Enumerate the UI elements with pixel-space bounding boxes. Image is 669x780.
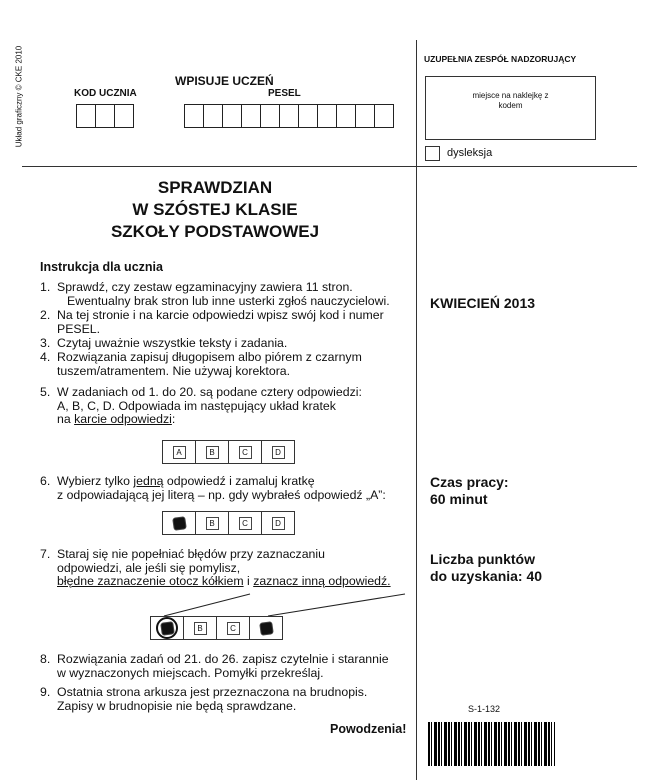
time-value: 60 minut <box>430 491 488 507</box>
letter-box-c: C <box>227 622 240 635</box>
instr-item: 6. Wybierz tylko jedną odpowiedź i zamaluj kratkę z odpowiadającą jej literą – np. gdy wybrałeś odpowiedź „A”: <box>40 474 386 502</box>
letter-box-c: C <box>239 517 252 530</box>
instr-item: 7. Staraj się nie popełniać błędów przy zaznaczaniu odpowiedzi, ale jeśli się pomylisz, błędne zaznaczenie otocz kółkiem i zaznacz inną odpowiedź. <box>40 547 391 588</box>
letter-box-d: D <box>272 517 285 530</box>
letter-box-c: C <box>239 446 252 459</box>
title-line-1: SPRAWDZIAN <box>157 178 273 197</box>
kod-ucznia-label: KOD UCZNIA <box>74 88 137 99</box>
letter-box-b: B <box>206 517 219 530</box>
header-divider <box>22 166 637 167</box>
barcode-image <box>428 722 555 766</box>
powodzenia-label: Powodzenia! <box>330 722 407 736</box>
kod-ucznia-boxes[interactable] <box>76 104 133 128</box>
pesel-box[interactable] <box>260 104 280 128</box>
filled-mark-icon <box>259 621 274 636</box>
instr-item: 2. Na tej stronie i na karcie odpowiedzi wpisz swój kod i numer PESEL. <box>40 308 384 336</box>
copyright-label: Układ graficzny © CKE 2010 <box>14 45 24 148</box>
instr-item: 1. Sprawdź, czy zestaw egzaminacyjny zawiera 11 stron. Ewentualny brak stron lub inne usterki zgłoś nauczycielowi. <box>40 280 390 308</box>
instr-item: 5. W zadaniach od 1. do 20. są podane cztery odpowiedzi: A, B, C, D. Odpowiada im następujący układ kratek na karcie odpowiedzi: <box>40 385 362 426</box>
pesel-box[interactable] <box>222 104 242 128</box>
instr-item: 4. Rozwiązania zapisuj długopisem albo piórem z czarnym tuszem/atramentem. Nie używaj korektora. <box>40 350 362 378</box>
letter-box-a: A <box>173 446 186 459</box>
pesel-box[interactable] <box>298 104 318 128</box>
pesel-label: PESEL <box>268 88 301 99</box>
instr-item: 8. Rozwiązania zadań od 21. do 26. zapisz czytelnie i starannie w wyznaczonych miejscach. Pomyłki przekreślaj. <box>40 652 389 680</box>
column-divider <box>416 40 417 780</box>
letter-box-b: B <box>206 446 219 459</box>
dysleksja-label: dysleksja <box>447 147 493 159</box>
pesel-box[interactable] <box>184 104 204 128</box>
wpisuje-uczen-label: WPISUJE UCZEŃ <box>175 74 274 88</box>
pesel-box[interactable] <box>203 104 223 128</box>
title-line-3: SZKOŁY PODSTAWOWEJ <box>110 222 320 241</box>
dysleksja-checkbox[interactable] <box>425 146 440 161</box>
pesel-box[interactable] <box>279 104 299 128</box>
sticker-area <box>425 76 596 140</box>
kod-box[interactable] <box>76 104 96 128</box>
pesel-box[interactable] <box>336 104 356 128</box>
instr-item: 9. Ostatnia strona arkusza jest przeznaczona na brudnopis. Zapisy w brudnopisie nie będą sprawdzane. <box>40 685 368 713</box>
sheet-code: S-1-132 <box>468 704 501 714</box>
filled-mark-icon <box>172 516 187 531</box>
pesel-box[interactable] <box>317 104 337 128</box>
answer-grid-corrected <box>150 616 283 640</box>
time-label: Czas pracy: <box>430 474 509 490</box>
zespol-label: UZUPEŁNIA ZESPÓŁ NADZORUJĄCY <box>424 54 577 64</box>
kod-box[interactable] <box>114 104 134 128</box>
answer-grid-filled <box>162 511 295 535</box>
instr-heading: Instrukcja dla ucznia <box>40 260 163 274</box>
letter-box-b: B <box>194 622 207 635</box>
kod-box[interactable] <box>95 104 115 128</box>
pesel-box[interactable] <box>241 104 261 128</box>
points-label: Liczba punktów <box>430 551 535 567</box>
pesel-box[interactable] <box>355 104 375 128</box>
answer-grid-example <box>162 440 295 464</box>
exam-date: KWIECIEŃ 2013 <box>430 295 536 311</box>
sticker-text: miejsce na naklejkę z kodem <box>472 91 549 110</box>
title-line-2: W SZÓSTEJ KLASIE <box>132 200 298 219</box>
pesel-boxes[interactable] <box>184 104 393 128</box>
pesel-box[interactable] <box>374 104 394 128</box>
circle-mark-icon <box>156 617 178 639</box>
letter-box-d: D <box>272 446 285 459</box>
instr-item: 3. Czytaj uważnie wszystkie teksty i zadania. <box>40 336 288 350</box>
points-value: do uzyskania: 40 <box>430 568 543 584</box>
